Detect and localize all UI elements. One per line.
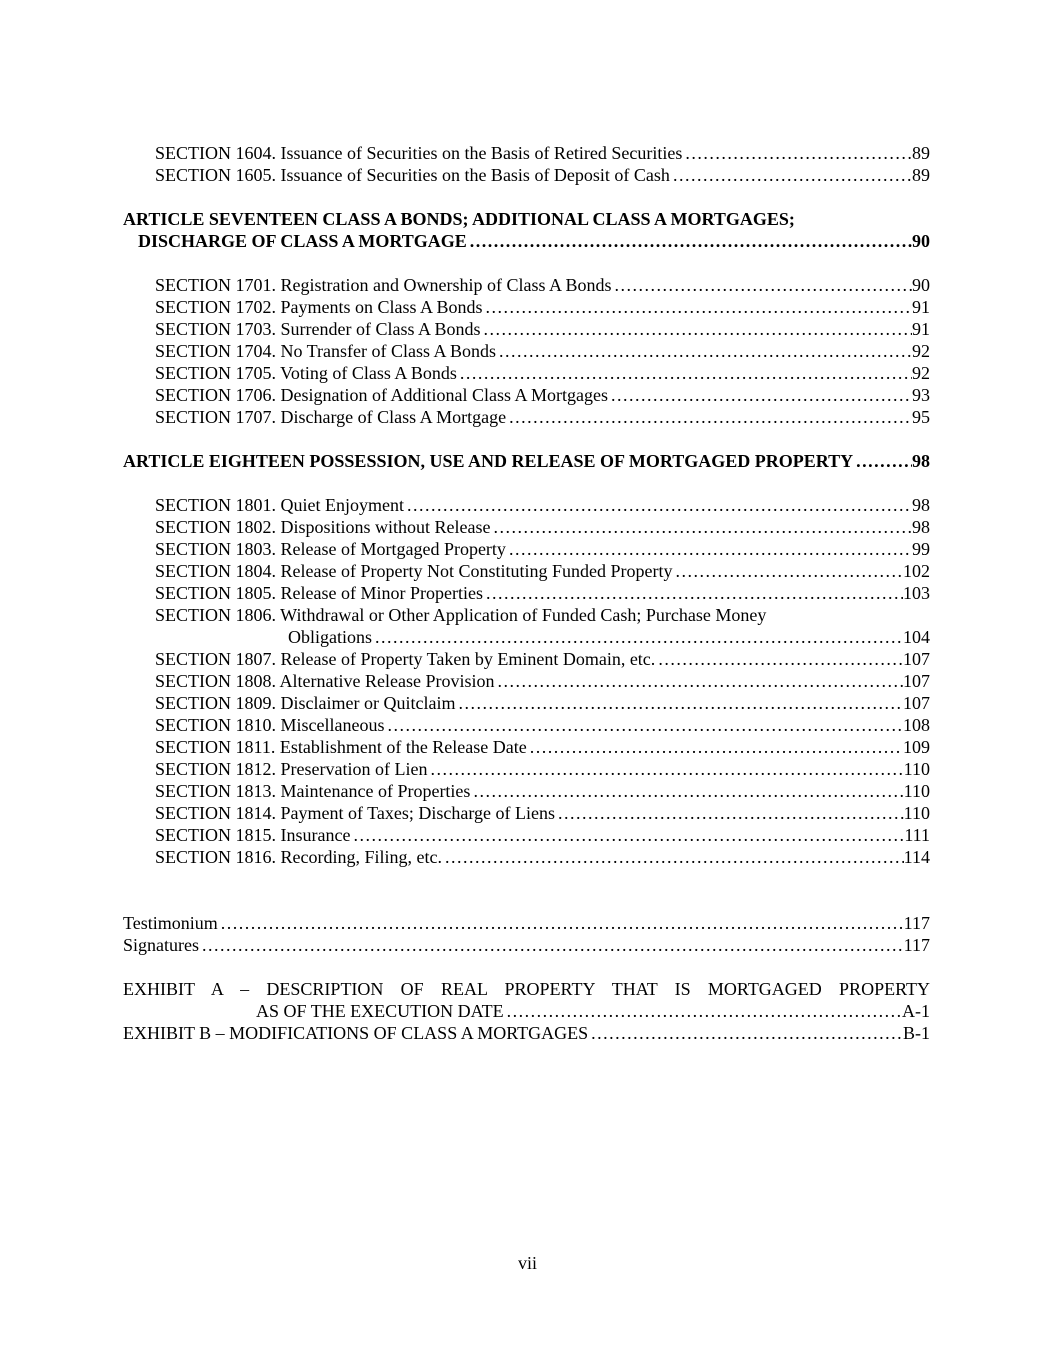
toc-entry — [123, 274, 930, 296]
dot-leader — [673, 164, 912, 186]
dot-leader — [509, 406, 912, 428]
toc-entry-text: SECTION 1812. Preservation of Lien — [155, 759, 428, 779]
toc-entry — [123, 648, 930, 670]
toc-page-number: 102 — [903, 561, 930, 581]
toc-page-number: 92 — [912, 363, 930, 383]
toc-page-number: 107 — [903, 671, 930, 691]
dot-leader — [221, 912, 904, 934]
dot-leader — [530, 736, 903, 758]
dot-leader — [486, 582, 903, 604]
dot-leader — [856, 450, 912, 472]
toc-entry — [123, 208, 930, 230]
toc-entry-text: SECTION 1801. Quiet Enjoyment — [155, 495, 404, 515]
toc-entry-text: SECTION 1701. Registration and Ownership of Class A Bonds — [155, 275, 612, 295]
toc-page-number: 107 — [903, 649, 930, 669]
toc-page-number: 95 — [912, 407, 930, 427]
toc-entry-text: SECTION 1803. Release of Mortgaged Property — [155, 539, 506, 559]
toc-page-number: 110 — [903, 759, 930, 779]
toc-entry-text: DISCHARGE OF CLASS A MORTGAGE — [138, 231, 467, 251]
toc-page-number: 89 — [912, 143, 930, 163]
toc-page-number: 117 — [903, 913, 930, 933]
toc-page-number: 117 — [903, 935, 930, 955]
toc-entry-text: SECTION 1816. Recording, Filing, etc. — [155, 847, 442, 867]
toc-entry-text: AS OF THE EXECUTION DATE — [256, 1001, 504, 1021]
toc-page-number: 98 — [912, 495, 930, 515]
toc-entry — [123, 538, 930, 560]
toc-entry — [123, 494, 930, 516]
dot-leader — [375, 626, 903, 648]
toc-entry — [123, 406, 930, 428]
dot-leader — [484, 318, 913, 340]
dot-leader — [509, 538, 912, 560]
dot-leader — [611, 384, 912, 406]
toc-entry — [123, 582, 930, 604]
toc-entry-text: SECTION 1810. Miscellaneous — [155, 715, 385, 735]
toc-page-number: 90 — [912, 275, 930, 295]
toc-entry — [123, 560, 930, 582]
toc-entry — [123, 362, 930, 384]
toc-entry — [123, 318, 930, 340]
toc-entry — [123, 626, 930, 648]
toc-entry-text: SECTION 1804. Release of Property Not Constituting Funded Property — [155, 561, 673, 581]
toc-entry — [123, 978, 930, 1000]
dot-leader — [445, 846, 904, 868]
toc-entry-text: SECTION 1707. Discharge of Class A Mortgage — [155, 407, 507, 427]
toc-entry-text: SECTION 1604. Issuance of Securities on the Basis of Retired Securities — [155, 143, 683, 163]
toc-entry-text: SECTION 1811. Establishment of the Release Date — [155, 737, 527, 757]
toc-entry — [123, 1000, 930, 1022]
dot-leader — [470, 230, 912, 252]
toc-page-number: 104 — [903, 627, 930, 647]
toc-entry-text: SECTION 1808. Alternative Release Provision — [155, 671, 495, 691]
toc-page-number: B-1 — [903, 1023, 930, 1043]
toc-entry-text: SECTION 1805. Release of Minor Properties — [155, 583, 483, 603]
toc-entry — [123, 670, 930, 692]
toc-page-number: 103 — [903, 583, 930, 603]
toc-entry — [123, 296, 930, 318]
toc-entry — [123, 802, 930, 824]
toc-entry-text: EXHIBIT B – MODIFICATIONS OF CLASS A MORTGAGES — [123, 1023, 589, 1043]
dot-leader — [658, 648, 903, 670]
toc-entry — [123, 230, 930, 252]
toc-entry — [123, 758, 930, 780]
toc-entry — [123, 450, 930, 472]
dot-leader — [430, 758, 903, 780]
toc-entry — [123, 384, 930, 406]
toc-page-number: 111 — [904, 825, 930, 845]
dot-leader — [685, 142, 912, 164]
toc-entry-text: SECTION 1815. Insurance — [155, 825, 351, 845]
toc-entry — [123, 1022, 930, 1044]
toc-entry — [123, 340, 930, 362]
dot-leader — [558, 802, 904, 824]
dot-leader — [202, 934, 904, 956]
toc-entry — [123, 714, 930, 736]
toc-page-number: 91 — [912, 319, 930, 339]
dot-leader — [353, 824, 904, 846]
toc-entry — [123, 824, 930, 846]
toc-page-number: 93 — [912, 385, 930, 405]
toc-entry — [123, 780, 930, 802]
toc-gap — [123, 428, 930, 450]
toc-entry-text: SECTION 1807. Release of Property Taken by Eminent Domain, etc. — [155, 649, 656, 669]
toc-entry-text: SECTION 1806. Withdrawal or Other Application of Funded Cash; Purchase Money — [155, 605, 767, 625]
dot-leader — [675, 560, 903, 582]
dot-leader — [499, 340, 912, 362]
toc-entry-text: SECTION 1704. No Transfer of Class A Bonds — [155, 341, 497, 361]
toc-entry-text: ARTICLE EIGHTEEN POSSESSION, USE AND RELEASE OF MORTGAGED PROPERTY — [123, 451, 854, 471]
toc-entry — [123, 736, 930, 758]
toc-list — [123, 142, 930, 1044]
toc-entry-text: Signatures — [123, 935, 199, 955]
toc-entry-text: Obligations — [288, 627, 372, 647]
toc-entry — [123, 912, 930, 934]
toc-page-number: 89 — [912, 165, 930, 185]
toc-entry — [123, 846, 930, 868]
toc-entry — [123, 604, 930, 626]
toc-entry — [123, 142, 930, 164]
toc-page-number: A-1 — [902, 1001, 930, 1021]
dot-leader — [615, 274, 913, 296]
toc-entry-text: SECTION 1605. Issuance of Securities on the Basis of Deposit of Cash — [155, 165, 670, 185]
toc-entry-text: SECTION 1706. Designation of Additional Class A Mortgages — [155, 385, 608, 405]
toc-gap — [123, 956, 930, 978]
dot-leader — [387, 714, 903, 736]
dot-leader — [494, 516, 913, 538]
toc-entry-text: SECTION 1813. Maintenance of Properties — [155, 781, 471, 801]
toc-page-number: 92 — [912, 341, 930, 361]
toc-entry-text: Testimonium — [123, 913, 218, 933]
toc-gap — [123, 890, 930, 912]
toc-entry-text: SECTION 1705. Voting of Class A Bonds — [155, 363, 457, 383]
toc-page-number: 99 — [912, 539, 930, 559]
toc-page-number: 107 — [903, 693, 930, 713]
dot-leader — [460, 362, 912, 384]
toc-page-number: 114 — [903, 847, 930, 867]
toc-entry — [123, 692, 930, 714]
dot-leader — [473, 780, 903, 802]
toc-entry — [123, 516, 930, 538]
toc-page-number: 98 — [912, 517, 930, 537]
toc-page-number: 98 — [912, 451, 930, 471]
toc-entry — [123, 934, 930, 956]
dot-leader — [407, 494, 912, 516]
dot-leader — [591, 1022, 903, 1044]
toc-entry-text: SECTION 1802. Dispositions without Release — [155, 517, 491, 537]
toc-page-number: 90 — [912, 231, 930, 251]
toc-gap — [123, 472, 930, 494]
toc-gap — [123, 868, 930, 890]
toc-page-number: 110 — [903, 803, 930, 823]
toc-page-number: 108 — [903, 715, 930, 735]
page-number-footer: vii — [517, 1253, 537, 1273]
dot-leader — [458, 692, 903, 714]
toc-entry — [123, 164, 930, 186]
dot-leader — [486, 296, 912, 318]
dot-leader — [497, 670, 903, 692]
toc-gap — [123, 252, 930, 274]
toc-gap — [123, 186, 930, 208]
toc-entry-text: SECTION 1814. Payment of Taxes; Discharge of Liens — [155, 803, 556, 823]
toc-page-number: 91 — [912, 297, 930, 317]
toc-page-number: 110 — [903, 781, 930, 801]
toc-page-number: 109 — [903, 737, 930, 757]
toc-entry-text: SECTION 1809. Disclaimer or Quitclaim — [155, 693, 456, 713]
toc-entry-text: SECTION 1703. Surrender of Class A Bonds — [155, 319, 481, 339]
toc-entry-text: EXHIBIT A – DESCRIPTION OF REAL PROPERTY THAT IS MORTGAGED PROPERTY — [123, 979, 930, 999]
dot-leader — [507, 1000, 902, 1022]
toc-entry-text: ARTICLE SEVENTEEN CLASS A BONDS; ADDITIONAL CLASS A MORTGAGES; — [123, 209, 795, 229]
toc-entry-text: SECTION 1702. Payments on Class A Bonds — [155, 297, 483, 317]
